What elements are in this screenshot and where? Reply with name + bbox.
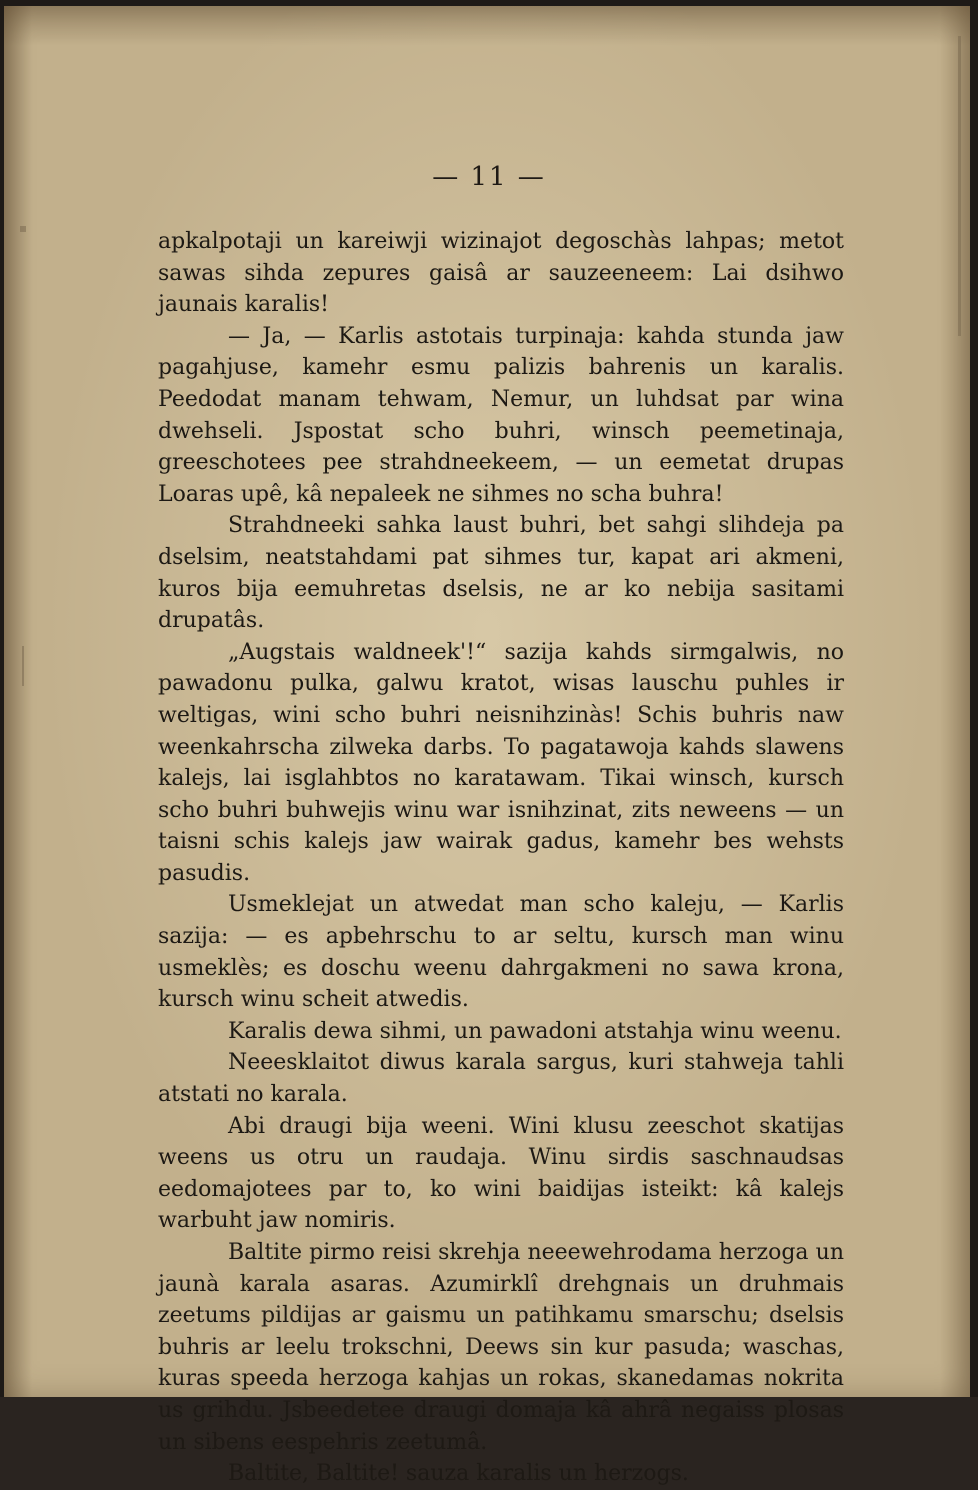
paragraph: Baltite pirmo reisi skrehja neeewehrodama herzoga un jaunà karala asaras. Azumirklî drehgnais un druhmais zeetums pildijas ar gaismu un patihkamu smarschu; dselsis buhris ar leelu trokschni, Deews sin kur pasuda; waschas, kuras speeda herzoga kahjas un rokas, skanedamas nokrita us grihdu. Jsbeedetee draugi domaja kâ ahrâ negaiss plosas un sibens eespehris zeetumâ.: [158, 1240, 844, 1455]
paragraph: Neeesklaitot diwus karala sargus, kuri stahweja tahli atstati no karala.: [158, 1050, 844, 1108]
paragraph: „Augstais waldneek'!“ sazija kahds sirmgalwis, no pawadonu pulka, galwu kratot, wisas lauschu puhles ir weltigas, wini scho buhri neisnihzinàs! Schis buhris naw weenkahrscha zilweka darbs. To pagatawoja kahds slawens kalejs, lai isglahbtos no karatawam. Tikai winsch, kursch scho buhri buhwejis winu war isnihzinat, zits neweens — un taisni schis kalejs jaw wairak gadus, kamehr bes wehsts pasudis.: [158, 639, 844, 886]
paragraph: Baltite, Baltite! sauza karalis un herzogs.: [228, 1461, 689, 1487]
paragraph: apkalpotaji un kareiwji wizinajot degoschàs lahpas; metot sawas sihda zepures gaisâ ar sauzeeneem: Lai dsihwo jaunais karalis!: [158, 229, 844, 318]
page-speck: [20, 226, 26, 232]
paragraph: Strahdneeki sahka laust buhri, bet sahgi slihdeja pa dselsim, neatstahdami pat sihmes tur, kapat ari akmeni, kuros bija eemuhretas dselsis, ne ar ko nebija sasitami drupatâs.: [158, 513, 844, 634]
page-crease: [22, 646, 24, 686]
paragraph: — Ja, — Karlis astotais turpinaja: kahda stunda jaw pagahjuse, kamehr esmu palizis bahrenis un karalis. Peedodat manam tehwam, Nemur, un luhdsat par wina dwehseli. Jspostat scho buhri, winsch peemetinaja, greeschotees pee strahdneekeem, — un eemetat drupas Loaras upê, kâ nepaleek ne sihmes no scha buhra!: [158, 323, 844, 507]
paragraph: Karalis dewa sihmi, un pawadoni atstahja winu weenu.: [228, 1018, 842, 1044]
page-body: [158, 226, 844, 1490]
paragraph: Abi draugi bija weeni. Wini klusu zeeschot skatijas weens us otru un raudaja. Winu sirdis saschnaudsas eedomajotees par to, ko wini baidijas isteikt: kâ kalejs warbuht jaw nomiris.: [158, 1113, 844, 1234]
paragraph: Usmeklejat un atwedat man scho kaleju, — Karlis sazija: — es apbehrschu to ar seltu, kursch man winu usmeklès; es doschu weenu dahrgakmeni no sawa krona, kursch winu scheit atwedis.: [158, 892, 844, 1013]
page-number: — 11 —: [432, 162, 546, 192]
